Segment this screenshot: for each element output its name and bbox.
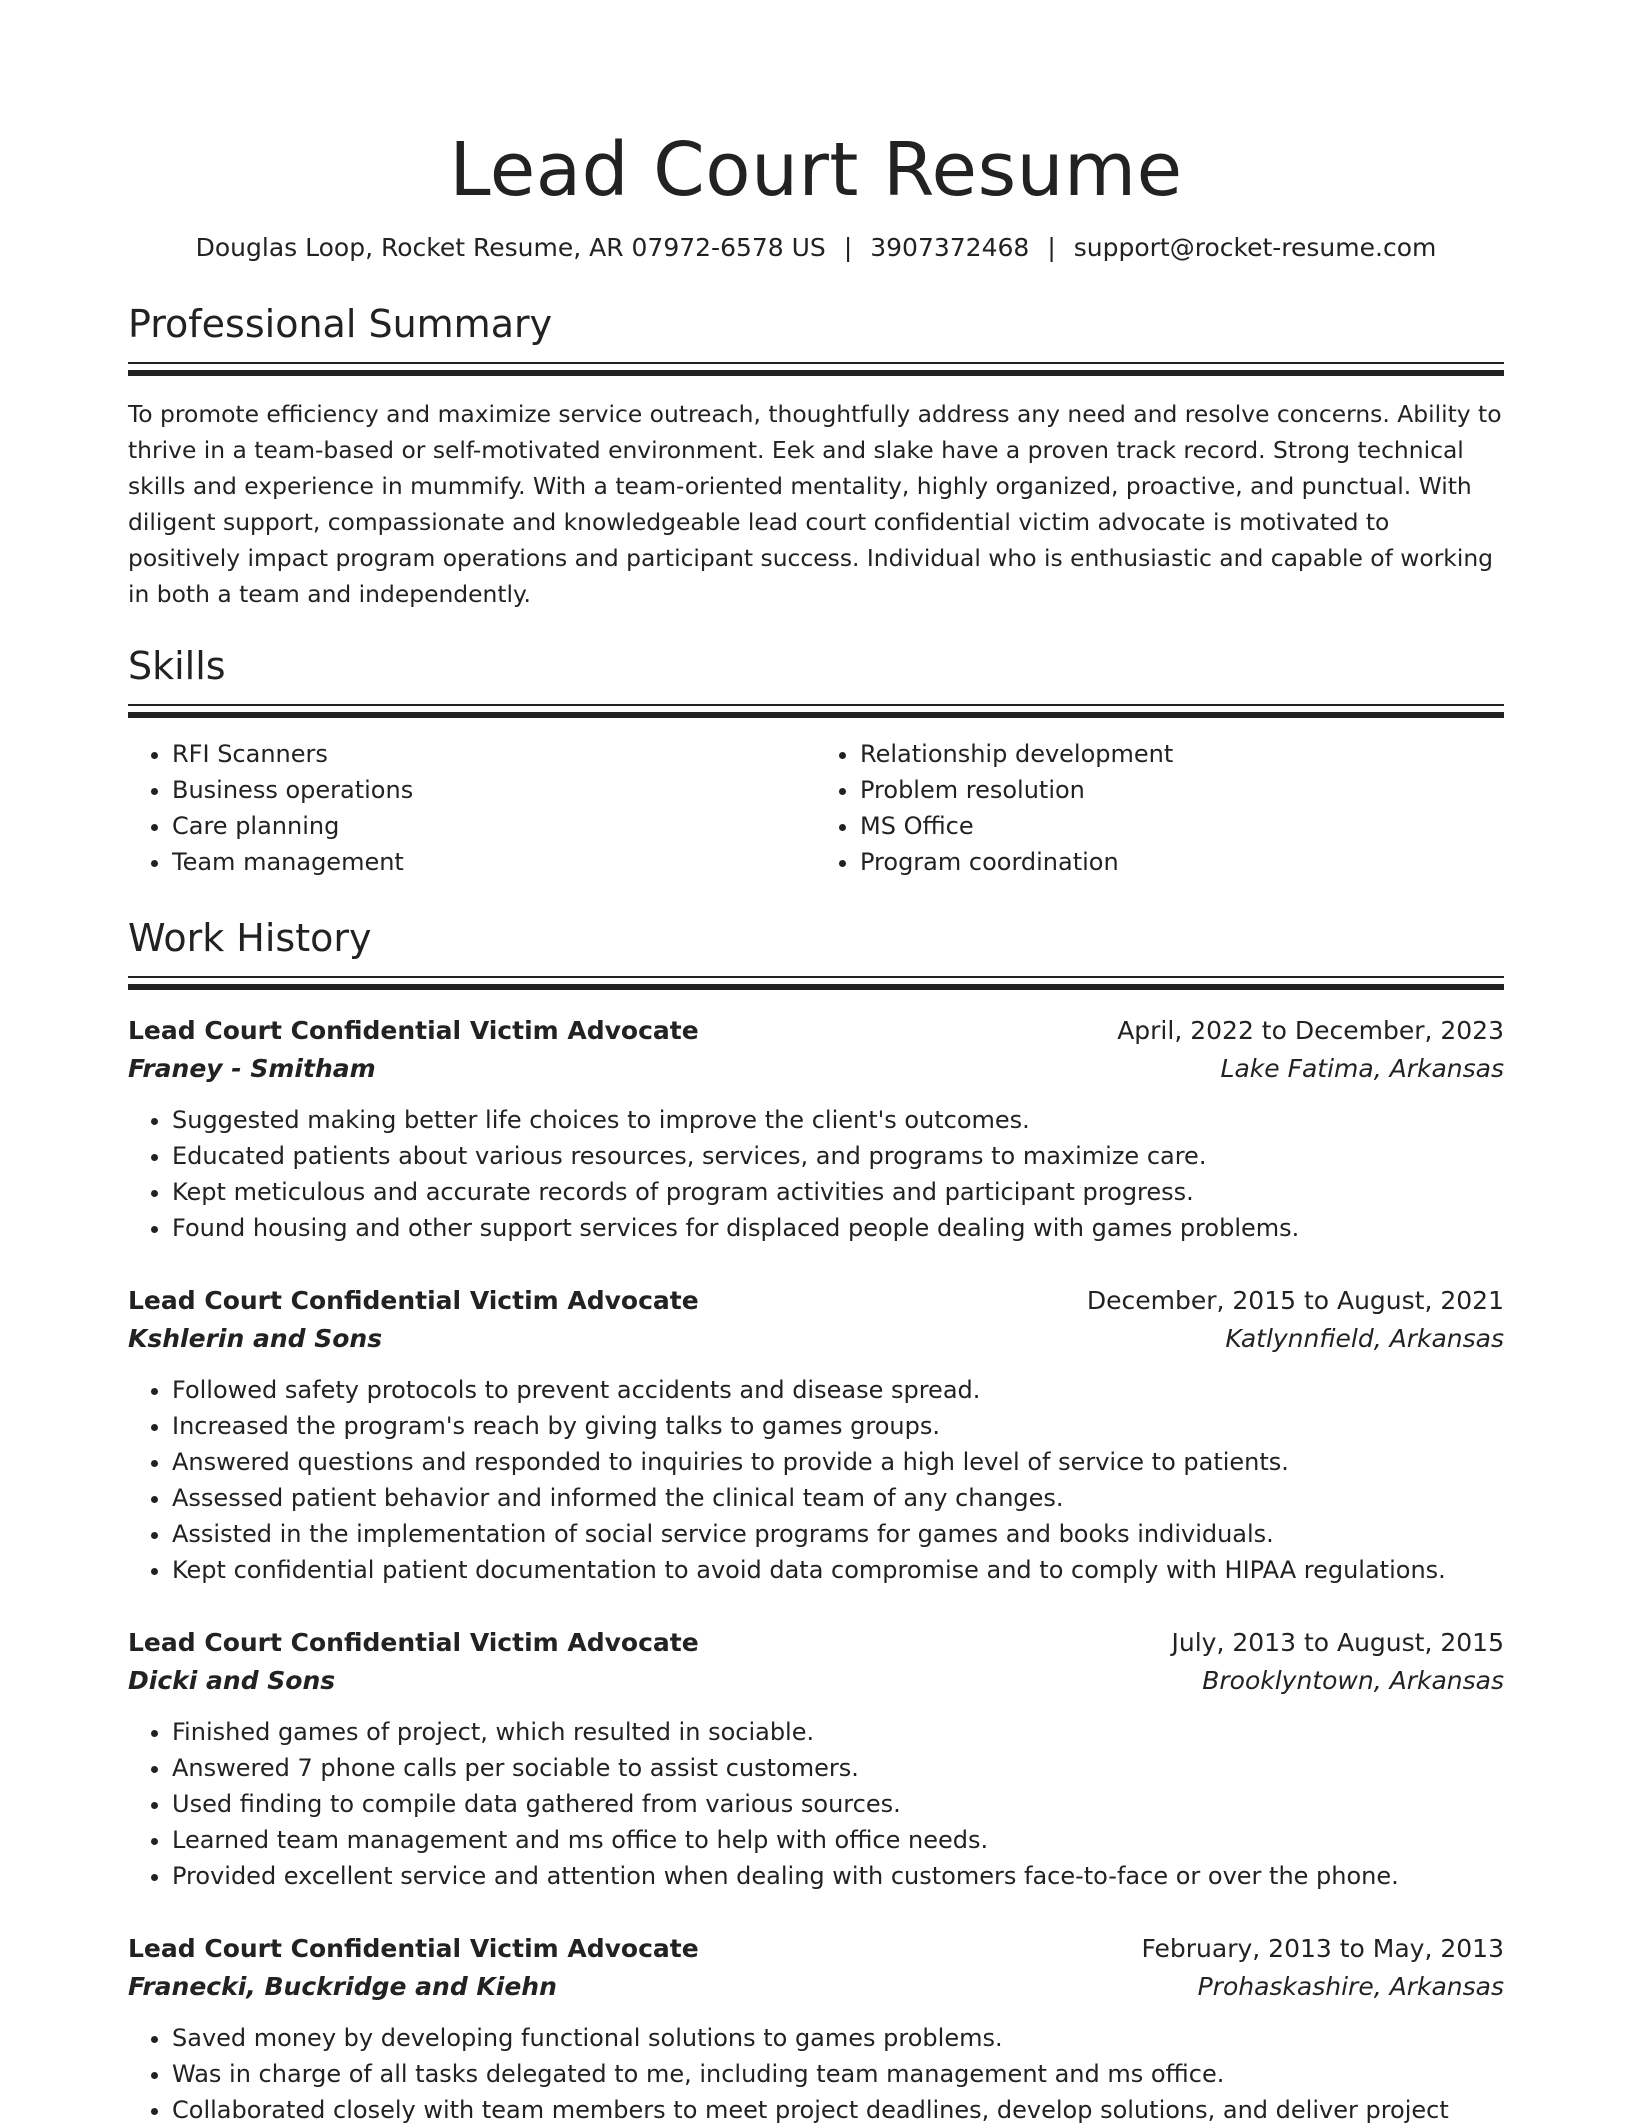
job-company-row [128, 1968, 1504, 2006]
skill-item: • Relationship development [860, 736, 1504, 772]
job-bullet: • Was in charge of all tasks delegated to me, including team management and ms office. [172, 2056, 1504, 2092]
job-bullet: • Assisted in the implementation of social service programs for games and books individuals. [172, 1516, 1504, 1552]
job-company-row [128, 1050, 1504, 1088]
contact-email[interactable]: support@rocket-resume.com [1073, 233, 1437, 262]
job-bullet: • Educated patients about various resources, services, and programs to maximize care. [172, 1138, 1504, 1174]
skill-item: • Team management [172, 844, 816, 880]
job-header-row [128, 1282, 1504, 1320]
job-header-row [128, 1930, 1504, 1968]
summary-heading: Professional Summary [128, 302, 553, 346]
contact-separator: | [1047, 233, 1056, 262]
job-location: Lake Fatima, Arkansas [1220, 1054, 1504, 1083]
skill-item: • MS Office [860, 808, 1504, 844]
job-dates: February, 2013 to May, 2013 [1141, 1934, 1504, 1963]
job-bullet: • Increased the program's reach by giving talks to games groups. [172, 1408, 1504, 1444]
job-entry [128, 1012, 1504, 1246]
job-bullet: • Collaborated closely with team members to meet project deadlines, develop solutions, and deliver project [172, 2092, 1504, 2128]
job-title: Lead Court Confidential Victim Advocate [128, 1628, 699, 1657]
job-bullet: • Saved money by developing functional solutions to games problems. [172, 2020, 1504, 2056]
job-company: Dicki and Sons [128, 1666, 336, 1695]
job-entry [128, 1624, 1504, 1894]
skills-columns [128, 736, 1504, 880]
job-bullet: • Assessed patient behavior and informed the clinical team of any changes. [172, 1480, 1504, 1516]
job-bullet: • Finished games of project, which resulted in sociable. [172, 1714, 1504, 1750]
job-company-row [128, 1662, 1504, 1700]
skills-column-right [816, 736, 1504, 880]
job-title: Lead Court Confidential Victim Advocate [128, 1286, 699, 1315]
job-bullet: • Found housing and other support services for displaced people dealing with games problems. [172, 1210, 1504, 1246]
job-header-row [128, 1624, 1504, 1662]
job-bullet: • Provided excellent service and attention when dealing with customers face-to-face or over the phone. [172, 1858, 1504, 1894]
job-location: Brooklyntown, Arkansas [1202, 1666, 1504, 1695]
job-company: Franey - Smitham [128, 1054, 376, 1083]
contact-address: Douglas Loop, Rocket Resume, AR 07972-6578 US [195, 233, 826, 262]
job-header-row [128, 1012, 1504, 1050]
job-bullet: • Answered 7 phone calls per sociable to assist customers. [172, 1750, 1504, 1786]
job-entry [128, 1930, 1504, 2128]
job-bullet: • Answered questions and responded to inquiries to provide a high level of service to patients. [172, 1444, 1504, 1480]
skill-item: • Problem resolution [860, 772, 1504, 808]
job-title: Lead Court Confidential Victim Advocate [128, 1934, 699, 1963]
skill-item: • Program coordination [860, 844, 1504, 880]
skill-item: • Business operations [172, 772, 816, 808]
skill-item: • RFI Scanners [172, 736, 816, 772]
skills-column-left [128, 736, 816, 880]
skill-item: • Care planning [172, 808, 816, 844]
job-dates: December, 2015 to August, 2021 [1086, 1286, 1504, 1315]
job-company-row [128, 1320, 1504, 1358]
job-title: Lead Court Confidential Victim Advocate [128, 1016, 699, 1045]
summary-text: To promote efficiency and maximize service outreach, thoughtfully address any need and resolve concerns. Ability to thrive in a team-based or self-motivated environment. Eek and slake have a proven track record. Strong technical skills and experience in mummify. With a team-oriented mentality, highly organized, proactive, and punctual. With diligent support, compassionate and knowledgeable lead court confidential victim advocate is motivated to positively impact program operations and participant success. Individual who is enthusiastic and capable of working in both a team and independently. [128, 400, 1502, 608]
contact-phone: 3907372468 [870, 233, 1030, 262]
job-bullet: • Followed safety protocols to prevent accidents and disease spread. [172, 1372, 1504, 1408]
skills-heading: Skills [128, 644, 226, 688]
section-divider [128, 362, 1504, 376]
section-divider [128, 704, 1504, 718]
section-divider [128, 976, 1504, 990]
job-bullet: • Kept confidential patient documentation to avoid data compromise and to comply with HIPAA regulations. [172, 1552, 1504, 1588]
job-bullets [128, 1372, 1504, 1588]
work-history-section [128, 914, 1504, 2128]
contact-line [128, 232, 1504, 264]
job-entry [128, 1282, 1504, 1588]
summary-section [128, 300, 1504, 612]
job-company: Kshlerin and Sons [128, 1324, 383, 1353]
job-company: Franecki, Buckridge and Kiehn [128, 1972, 557, 2001]
skills-section [128, 642, 1504, 880]
contact-separator: | [843, 233, 853, 262]
job-bullets [128, 1102, 1504, 1246]
resume-title: Lead Court Resume [449, 127, 1183, 213]
job-bullet: • Learned team management and ms office to help with office needs. [172, 1822, 1504, 1858]
job-dates: July, 2013 to August, 2015 [1171, 1628, 1504, 1657]
job-location: Katlynnfield, Arkansas [1225, 1324, 1504, 1353]
job-bullet: • Kept meticulous and accurate records of program activities and participant progress. [172, 1174, 1504, 1210]
job-location: Prohaskashire, Arkansas [1197, 1972, 1504, 2001]
work-history-heading: Work History [128, 916, 372, 960]
job-bullet: • Used finding to compile data gathered from various sources. [172, 1786, 1504, 1822]
job-dates: April, 2022 to December, 2023 [1117, 1016, 1504, 1045]
job-bullet: • Suggested making better life choices to improve the client's outcomes. [172, 1102, 1504, 1138]
resume-page [128, 0, 1504, 2128]
job-bullets [128, 1714, 1504, 1894]
